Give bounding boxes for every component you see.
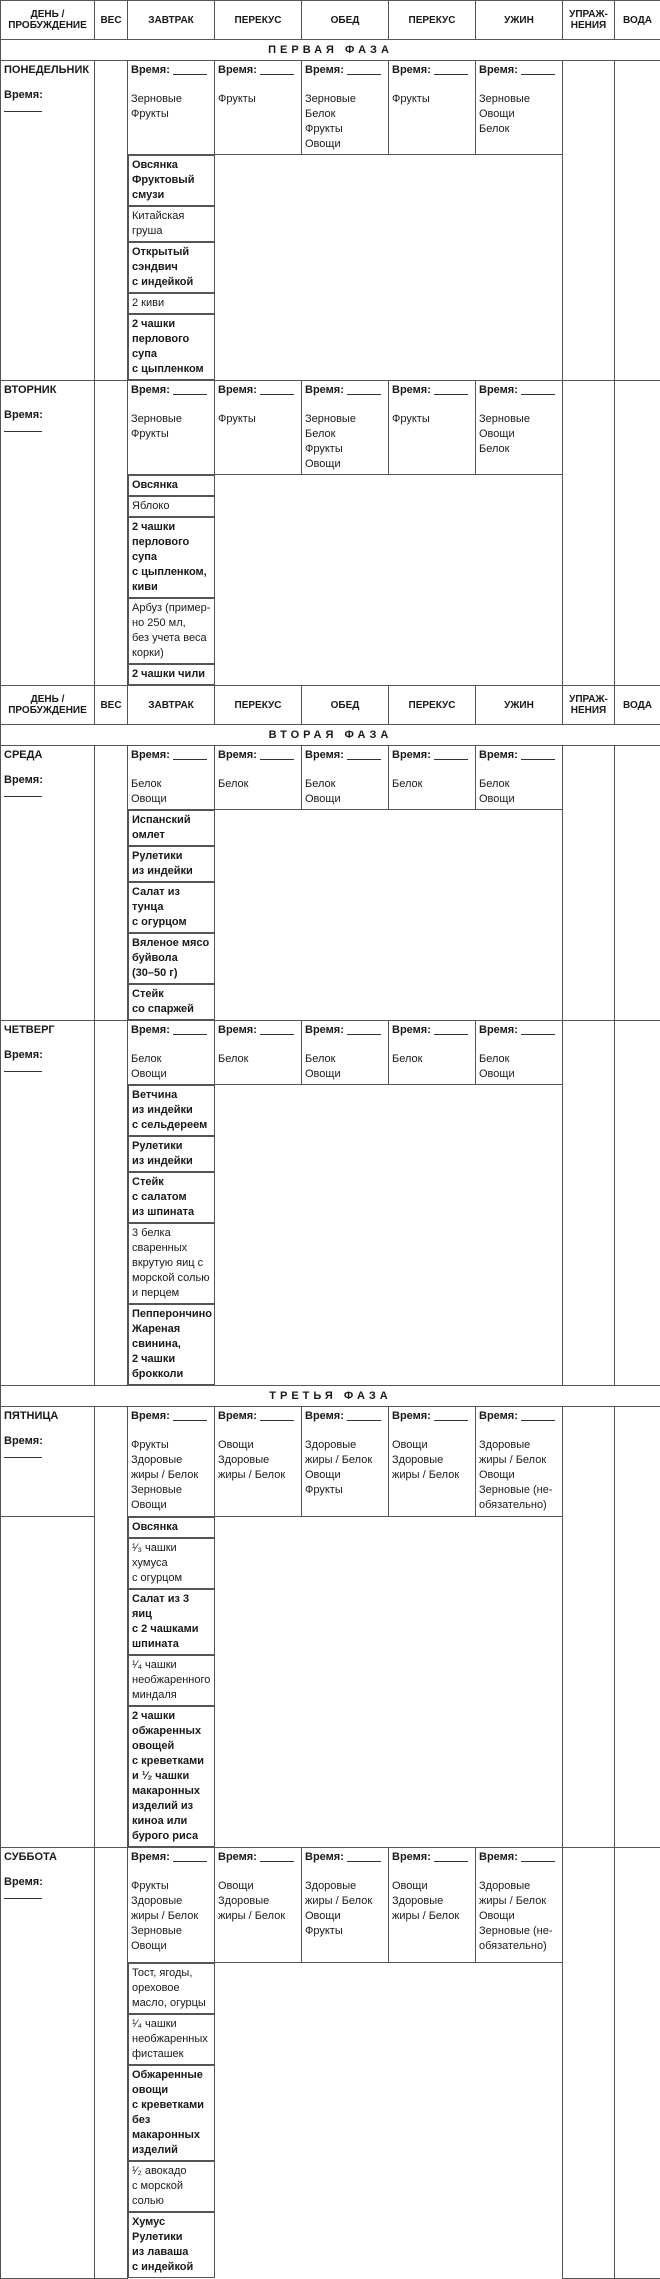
breakfast-meal: Тост, ягоды, ореховое масло, огурцы [128, 1963, 215, 2014]
day-row-friday-groups [1, 1407, 660, 1517]
day-cell-monday [1, 61, 95, 381]
snack2-meal: Арбуз (пример- но 250 мл, без учета веса корки) [128, 598, 215, 664]
food-groups: Зерновые Белок Фрукты Овощи [305, 92, 385, 152]
dinner-meal: 2 чашки перлового супа с цыпленком [128, 314, 215, 380]
wake-time-field[interactable] [4, 103, 42, 112]
food-groups: Овощи Здоровые жиры / Белок [218, 1438, 298, 1483]
wake-time-label: Время: [4, 408, 91, 423]
water-cell[interactable] [615, 61, 660, 381]
header-exercise: УПРАЖ- НЕНИЯ [563, 686, 615, 725]
snack1-groups [215, 61, 302, 155]
time-field[interactable]: Время: [305, 63, 385, 78]
snack1-groups [215, 381, 302, 475]
dinner-meal: 2 чашки обжаренных овощей с креветками и ¹⁄₂ чашки макаронных изделий из киноа или бурого риса [128, 1706, 215, 1847]
header-snack-1: ПЕРЕКУС [215, 1, 302, 40]
day-name: СРЕДА [4, 748, 91, 763]
day-row-wednesday-groups [1, 746, 660, 810]
day-cell-saturday [1, 1848, 95, 2279]
phase-row-2 [1, 725, 660, 746]
header-dinner: УЖИН [476, 1, 563, 40]
breakfast-meal: Овсянка [128, 475, 215, 496]
time-field[interactable]: Время: [305, 383, 385, 398]
phase-title-2: ВТОРАЯ ФАЗА [1, 725, 660, 746]
time-field[interactable]: Время: [392, 1850, 472, 1865]
breakfast-groups [128, 746, 215, 810]
snack1-meal: Рулетики из индейки [128, 846, 215, 882]
snack2-groups [389, 746, 476, 810]
header-row-repeat [1, 686, 660, 725]
food-groups: Овощи Здоровые жиры / Белок [392, 1438, 472, 1483]
breakfast-groups [128, 1021, 215, 1085]
food-groups: Зерновые Овощи Белок [479, 412, 559, 457]
phase-title-3: ТРЕТЬЯ ФАЗА [1, 1386, 660, 1407]
snack1-meal: ¹⁄₃ чашки хумуса с огурцом [128, 1538, 215, 1589]
wake-time-field[interactable] [4, 1449, 42, 1458]
time-field[interactable]: Время: [218, 1023, 298, 1038]
day-name: ЧЕТВЕРГ [4, 1023, 91, 1038]
header-dinner: УЖИН [476, 686, 563, 725]
snack2-groups [389, 1407, 476, 1517]
day-name: ВТОРНИК [4, 383, 91, 398]
dinner-meal: Пепперончино Жареная свинина, 2 чашки брокколи [128, 1304, 215, 1385]
lunch-groups [302, 381, 389, 475]
food-groups: Белок Овощи [305, 1052, 385, 1082]
lunch-groups [302, 1407, 389, 1517]
dinner-groups [476, 1848, 563, 1963]
wake-time-field[interactable] [4, 1063, 42, 1072]
day-cell-friday [1, 1407, 95, 1517]
wake-time-label: Время: [4, 88, 91, 103]
time-field[interactable]: Время: [479, 383, 559, 398]
lunch-meal: Салат из 3 яиц с 2 чашками шпината [128, 1589, 215, 1655]
breakfast-meal: Испанский омлет [128, 810, 215, 846]
breakfast-meal: Овсянка [128, 1517, 215, 1538]
food-groups: Зерновые Фрукты [131, 92, 211, 122]
header-lunch: ОБЕД [302, 686, 389, 725]
time-field[interactable]: Время: [218, 383, 298, 398]
snack2-groups [389, 381, 476, 475]
day-cell-wednesday [1, 746, 95, 1021]
snack2-groups [389, 1848, 476, 1963]
lunch-groups [302, 1848, 389, 1963]
snack2-groups [389, 61, 476, 155]
food-groups: Фрукты Здоровые жиры / Белок Зерновые Овощи [131, 1438, 211, 1513]
time-field[interactable]: Время: [131, 1023, 211, 1038]
breakfast-groups [128, 61, 215, 155]
time-field[interactable]: Время: [131, 63, 211, 78]
wake-time-label: Время: [4, 773, 91, 788]
dinner-meal: 2 чашки чили [128, 664, 215, 685]
day-row-monday-groups [1, 61, 660, 155]
time-field[interactable]: Время: [392, 1023, 472, 1038]
time-field[interactable]: Время: [479, 748, 559, 763]
header-weight: ВЕС [95, 1, 128, 40]
header-snack-1: ПЕРЕКУС [215, 686, 302, 725]
weight-cell[interactable] [95, 1848, 128, 2279]
snack2-meal: 3 белка сваренных вкрутую яиц с морской солью и перцем [128, 1223, 215, 1304]
weight-cell[interactable] [95, 381, 128, 686]
breakfast-groups [128, 1407, 215, 1517]
time-field[interactable]: Время: [131, 1850, 211, 1865]
lunch-groups [302, 1021, 389, 1085]
food-groups: Зерновые Овощи Белок [479, 92, 559, 137]
wake-time-label: Время: [4, 1048, 91, 1063]
dinner-groups [476, 1021, 563, 1085]
lunch-meal: Открытый сэндвич с индейкой [128, 242, 215, 293]
time-field[interactable]: Время: [218, 1850, 298, 1865]
exercise-cell[interactable] [563, 746, 615, 1021]
breakfast-meal: Ветчина из индейки с сельдереем [128, 1085, 215, 1136]
time-field[interactable]: Время: [131, 748, 211, 763]
snack2-meal: ¹⁄₂ авокадо с морской солью [128, 2161, 215, 2212]
time-field[interactable]: Время: [479, 1409, 559, 1424]
time-field[interactable]: Время: [392, 1409, 472, 1424]
lunch-groups [302, 61, 389, 155]
header-weight: ВЕС [95, 686, 128, 725]
lunch-meal: Стейк с салатом из шпината [128, 1172, 215, 1223]
weight-cell[interactable] [95, 746, 128, 1021]
snack1-groups [215, 746, 302, 810]
time-field[interactable]: Время: [305, 1409, 385, 1424]
day-name: ПОНЕДЕЛЬНИК [4, 63, 91, 78]
snack2-meal: 2 киви [128, 293, 215, 314]
phase-row-1 [1, 40, 660, 61]
weight-cell[interactable] [95, 1407, 128, 1848]
dinner-groups [476, 1407, 563, 1517]
food-groups: Белок [392, 777, 472, 792]
water-cell[interactable] [615, 1407, 660, 1848]
header-breakfast: ЗАВТРАК [128, 1, 215, 40]
water-cell[interactable] [615, 381, 660, 686]
food-groups: Белок Овощи [305, 777, 385, 807]
food-groups: Здоровые жиры / Белок Овощи Фрукты [305, 1879, 385, 1939]
dinner-groups [476, 746, 563, 810]
day-cell-friday-empty [1, 1517, 95, 1848]
wake-time-field[interactable] [4, 1890, 42, 1899]
day-cell-thursday [1, 1021, 95, 1386]
food-groups: Овощи Здоровые жиры / Белок [392, 1879, 472, 1924]
dinner-groups [476, 381, 563, 475]
snack2-meal: ¹⁄₄ чашки необжаренного миндаля [128, 1655, 215, 1706]
time-field[interactable]: Время: [305, 748, 385, 763]
snack1-groups [215, 1021, 302, 1085]
exercise-cell[interactable] [563, 1407, 615, 1848]
food-groups: Здоровые жиры / Белок Овощи Фрукты [305, 1438, 385, 1498]
time-field[interactable]: Время: [392, 383, 472, 398]
snack1-groups [215, 1848, 302, 1963]
header-lunch: ОБЕД [302, 1, 389, 40]
time-field[interactable]: Время: [392, 63, 472, 78]
snack1-meal: Китайская груша [128, 206, 215, 242]
food-groups: Фрукты [218, 92, 298, 107]
lunch-meal: Салат из тунца с огурцом [128, 882, 215, 933]
wake-time-field[interactable] [4, 423, 42, 432]
header-water: ВОДА [615, 1, 660, 40]
breakfast-groups [128, 381, 215, 475]
weight-cell[interactable] [95, 61, 128, 381]
lunch-meal: Обжаренные овощи с креветками без макаронных изделий [128, 2065, 215, 2161]
dinner-groups [476, 61, 563, 155]
header-day: ДЕНЬ / ПРОБУЖДЕНИЕ [1, 686, 95, 725]
food-groups: Зерновые Фрукты [131, 412, 211, 442]
food-groups: Фрукты [218, 412, 298, 427]
exercise-cell[interactable] [563, 381, 615, 686]
dinner-meal: Стейк со спаржей [128, 984, 215, 1020]
time-field[interactable]: Время: [218, 1409, 298, 1424]
breakfast-groups [128, 1848, 215, 1963]
food-groups: Белок [392, 1052, 472, 1067]
food-groups: Овощи Здоровые жиры / Белок [218, 1879, 298, 1924]
time-field[interactable]: Время: [131, 1409, 211, 1424]
water-cell[interactable] [615, 1848, 660, 2279]
header-row [1, 1, 660, 40]
time-field[interactable]: Время: [218, 748, 298, 763]
wake-time-field[interactable] [4, 788, 42, 797]
day-row-tuesday-groups [1, 381, 660, 475]
breakfast-meal: Овсянка Фруктовый смузи [128, 155, 215, 206]
food-groups: Белок Овощи [479, 1052, 559, 1082]
time-field[interactable]: Время: [305, 1850, 385, 1865]
time-field[interactable]: Время: [305, 1023, 385, 1038]
dinner-meal: Хумус Рулетики из лаваша с индейкой [128, 2212, 215, 2278]
time-field[interactable]: Время: [218, 63, 298, 78]
exercise-cell[interactable] [563, 1848, 615, 2279]
snack1-groups [215, 1407, 302, 1517]
food-groups: Фрукты [392, 92, 472, 107]
time-field[interactable]: Время: [479, 1850, 559, 1865]
day-name: СУББОТА [4, 1850, 91, 1865]
day-row-saturday-groups [1, 1848, 660, 1963]
food-groups: Фрукты Здоровые жиры / Белок Зерновые Овощи [131, 1879, 211, 1954]
header-day: ДЕНЬ / ПРОБУЖДЕНИЕ [1, 1, 95, 40]
food-groups: Здоровые жиры / Белок Овощи Зерновые (не- обязательно) [479, 1438, 559, 1513]
food-groups: Зерновые Белок Фрукты Овощи [305, 412, 385, 472]
food-groups: Белок [218, 777, 298, 792]
lunch-groups [302, 746, 389, 810]
header-exercise: УПРАЖ- НЕНИЯ [563, 1, 615, 40]
header-breakfast: ЗАВТРАК [128, 686, 215, 725]
day-name: ПЯТНИЦА [4, 1409, 91, 1424]
wake-time-label: Время: [4, 1875, 91, 1890]
snack1-meal: ¹⁄₄ чашки необжаренных фисташек [128, 2014, 215, 2065]
day-cell-tuesday [1, 381, 95, 686]
food-groups: Фрукты [392, 412, 472, 427]
exercise-cell[interactable] [563, 61, 615, 381]
time-field[interactable]: Время: [479, 1023, 559, 1038]
exercise-cell[interactable] [563, 1021, 615, 1386]
header-snack-2: ПЕРЕКУС [389, 686, 476, 725]
time-field[interactable]: Время: [131, 383, 211, 398]
food-groups: Белок [218, 1052, 298, 1067]
header-snack-2: ПЕРЕКУС [389, 1, 476, 40]
time-field[interactable]: Время: [479, 63, 559, 78]
weight-cell[interactable] [95, 1021, 128, 1386]
phase-row-3 [1, 1386, 660, 1407]
snack2-groups [389, 1021, 476, 1085]
lunch-meal: 2 чашки перлового супа с цыпленком, киви [128, 517, 215, 598]
wake-time-label: Время: [4, 1434, 91, 1449]
water-cell[interactable] [615, 1021, 660, 1386]
food-groups: Белок Овощи [131, 777, 211, 807]
snack1-meal: Яблоко [128, 496, 215, 517]
header-water: ВОДА [615, 686, 660, 725]
snack1-meal: Рулетики из индейки [128, 1136, 215, 1172]
snack2-meal: Вяленое мясо буйвола (30–50 г) [128, 933, 215, 984]
food-groups: Белок Овощи [131, 1052, 211, 1082]
phase-title-1: ПЕРВАЯ ФАЗА [1, 40, 660, 61]
water-cell[interactable] [615, 746, 660, 1021]
day-row-thursday-groups [1, 1021, 660, 1085]
food-groups: Здоровые жиры / Белок Овощи Зерновые (не- обязательно) [479, 1879, 559, 1954]
time-field[interactable]: Время: [392, 748, 472, 763]
food-groups: Белок Овощи [479, 777, 559, 807]
